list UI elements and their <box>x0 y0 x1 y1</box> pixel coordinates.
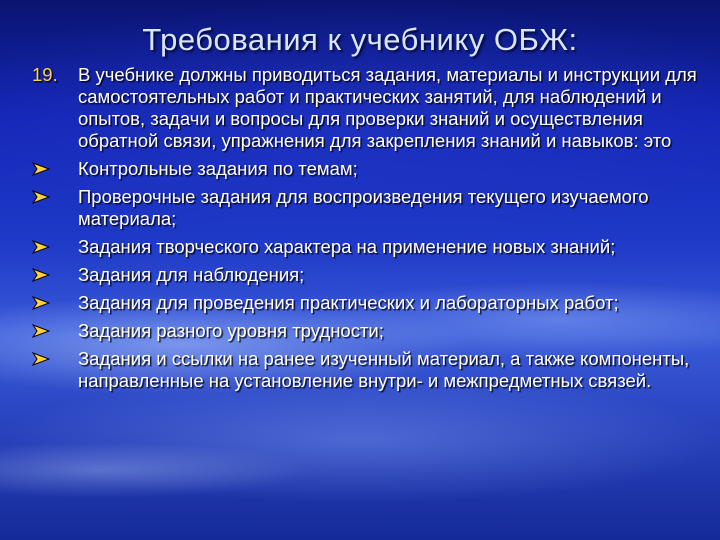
bullet-text: Задания разного уровня трудности; <box>78 320 384 341</box>
arrowhead-bullet-icon <box>32 240 50 254</box>
arrowhead-bullet-icon <box>32 190 50 204</box>
arrowhead-bullet-icon <box>32 324 50 338</box>
bullet-item <box>32 236 700 258</box>
item-number: 19. <box>32 64 58 85</box>
bullet-item <box>32 320 700 342</box>
arrowhead-bullet-icon <box>32 296 50 310</box>
bullet-text: Задания творческого характера на применение новых знаний; <box>78 236 616 257</box>
slide-content <box>32 64 700 398</box>
bullet-item <box>32 186 700 230</box>
bullet-item <box>32 292 700 314</box>
bullet-item <box>32 348 700 392</box>
bullet-item <box>32 158 700 180</box>
arrowhead-bullet-icon <box>32 352 50 366</box>
bullet-text: Проверочные задания для воспроизведения текущего изучаемого материала; <box>78 186 649 229</box>
bullet-text: Задания для проведения практических и лабораторных работ; <box>78 292 619 313</box>
bullet-text: Задания и ссылки на ранее изученный материал, а также компоненты, направленные на установление внутри- и межпредметных связей. <box>78 348 690 391</box>
intro-text: В учебнике должны приводиться задания, материалы и инструкции для самостоятельных работ и практических занятий, для наблюдений и опытов, задачи и вопросы для проверки знаний и осуществления обратной связи, упражнения для закрепления знаний и навыков: это <box>78 64 697 151</box>
arrowhead-bullet-icon <box>32 162 50 176</box>
slide-title: Требования к учебнику ОБЖ: <box>142 22 578 57</box>
bullet-text: Задания для наблюдения; <box>78 264 305 285</box>
bullet-text: Контрольные задания по темам; <box>78 158 358 179</box>
intro-item <box>32 64 700 152</box>
bullet-item <box>32 264 700 286</box>
arrowhead-bullet-icon <box>32 268 50 282</box>
